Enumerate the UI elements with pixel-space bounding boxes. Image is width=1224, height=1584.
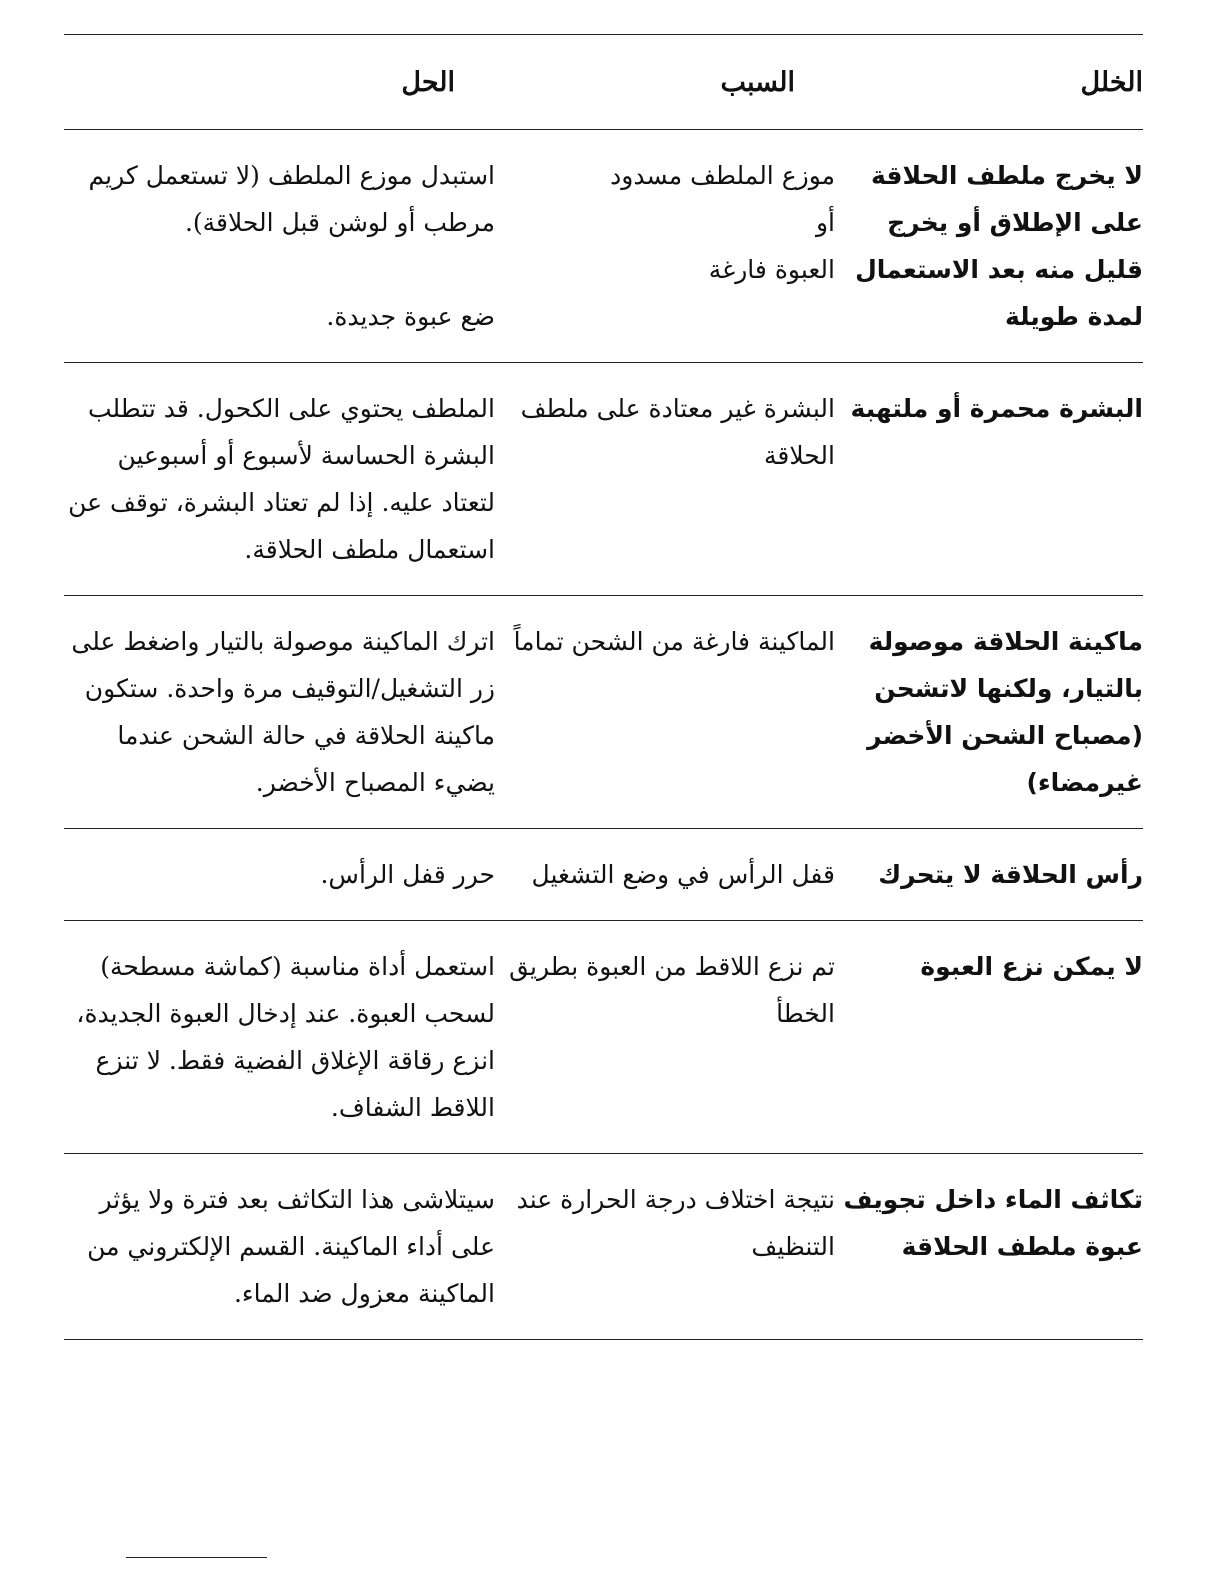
cause-cell: تم نزع اللاقط من العبوة بطريق الخطأ xyxy=(509,952,835,1028)
solution-cell: الملطف يحتوي على الكحول. قد تتطلب البشرة الحساسة لأسبوع أو أسبوعين لتعتاد عليه. إذا لم تعتاد البشرة، توقف عن استعمال ملطف الحلاقة. xyxy=(68,394,495,564)
solution-text: استبدل موزع الملطف (لا تستعمل كريم مرطب أو لوشن قبل الحلاقة). xyxy=(88,161,495,237)
table-row xyxy=(64,829,1143,921)
solution-cell: اترك الماكينة موصولة بالتيار واضغط على زر التشغيل/التوقيف مرة واحدة. ستكون ماكينة الحلاقة في حالة الشحن عندما يضيء المصباح الأخضر. xyxy=(71,627,495,797)
header-problem: الخلل xyxy=(1080,66,1143,98)
footnote-divider xyxy=(126,1557,267,1558)
table-header xyxy=(64,35,1143,130)
problem-cell: البشرة محمرة أو ملتهبة xyxy=(850,394,1143,423)
header-row xyxy=(64,35,1143,130)
table-row xyxy=(64,130,1143,363)
cause-cell: نتيجة اختلاف درجة الحرارة عند التنظيف xyxy=(516,1185,835,1261)
header-cause: السبب xyxy=(720,66,795,98)
solution-cell: حرر قفل الرأس. xyxy=(320,860,495,889)
problem-cell: ماكينة الحلاقة موصولة بالتيار، ولكنها لاتشحن (مصباح الشحن الأخضر غيرمضاء) xyxy=(867,627,1143,797)
cause-cell: البشرة غير معتادة على ملطف الحلاقة xyxy=(520,394,835,470)
cause-cell xyxy=(495,130,835,363)
header-solution: الحل xyxy=(401,66,455,98)
problem-cell: تكاثف الماء داخل تجويف عبوة ملطف الحلاقة xyxy=(843,1185,1143,1261)
solution-text: ضع عبوة جديدة. xyxy=(326,302,495,331)
solution-cell: سيتلاشى هذا التكاثف بعد فترة ولا يؤثر على أداء الماكينة. القسم الإلكتروني من الماكينة معزول ضد الماء. xyxy=(87,1185,495,1308)
solution-cell xyxy=(64,130,495,363)
troubleshooting-table xyxy=(64,34,1143,1340)
table-body xyxy=(64,130,1143,1340)
table-row xyxy=(64,921,1143,1154)
cause-cell: قفل الرأس في وضع التشغيل xyxy=(531,860,835,889)
troubleshooting-page xyxy=(64,34,1143,1340)
table-row xyxy=(64,1154,1143,1340)
table-row xyxy=(64,596,1143,829)
problem-cell: رأس الحلاقة لا يتحرك xyxy=(878,860,1143,889)
cause-or-text: أو xyxy=(815,208,835,237)
table-row xyxy=(64,363,1143,596)
solution-cell: استعمل أداة مناسبة (كماشة مسطحة) لسحب العبوة. عند إدخال العبوة الجديدة، انزع رقاقة الإغلاق الفضية فقط. لا تنزع اللاقط الشفاف. xyxy=(76,952,495,1122)
cause-text: العبوة فارغة xyxy=(708,255,835,284)
problem-cell: لا يخرج ملطف الحلاقة على الإطلاق أو يخرج قليل منه بعد الاستعمال لمدة طويلة xyxy=(855,161,1143,331)
problem-cell: لا يمكن نزع العبوة xyxy=(920,952,1143,981)
cause-text: موزع الملطف مسدود xyxy=(610,161,835,190)
cause-cell: الماكينة فارغة من الشحن تماماً xyxy=(513,627,835,656)
